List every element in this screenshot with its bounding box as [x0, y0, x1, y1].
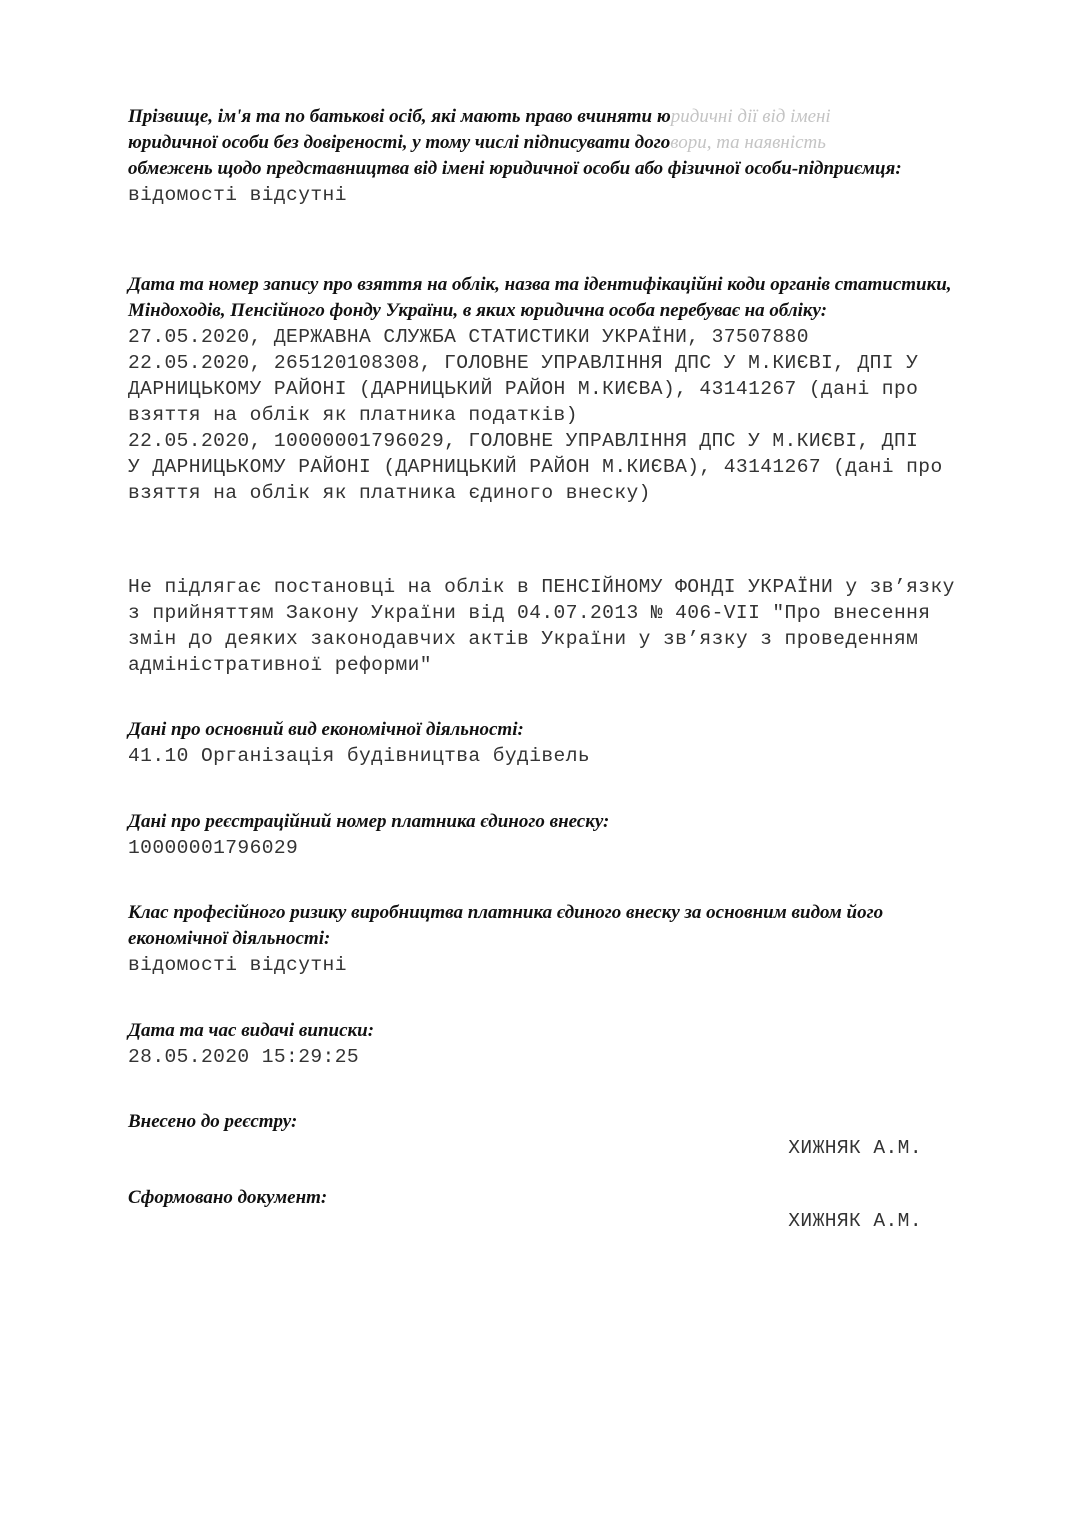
registration-section [128, 272, 968, 506]
pension-note-value: Не підлягає постановці на облік в ПЕНСІЙНОМУ ФОНДІ УКРАЇНИ у зв’язку з прийняттям Закону України від 04.07.2013 № 406-VII "Про внесення змін до деяких законодавчих актів України у зв’язку з проведенням адміністративної реформи" [128, 576, 955, 676]
risk-class-label: Клас професійного ризику виробництва платника єдиного внеску за основним видом його економічної діяльності: [128, 902, 884, 949]
formed-label: Сформовано документ: [128, 1187, 328, 1208]
contribution-number-value: 10000001796029 [128, 837, 299, 859]
issue-datetime-value: 28.05.2020 15:29:25 [128, 1046, 360, 1068]
registration-label: Дата та номер запису про взяття на облік, назва та ідентифікаційні коди органів статистики, Міндоходів, Пенсійного фонду України, в яких юридична особа перебуває на обліку: [128, 274, 952, 321]
issue-datetime-section [128, 1018, 968, 1070]
risk-class-value: відомості відсутні [128, 954, 347, 976]
signatories-label [128, 104, 968, 182]
formed-signer: ХИЖНЯК А.М. [788, 1210, 922, 1232]
entered-section [128, 1109, 968, 1135]
activity-section [128, 717, 968, 769]
signatories-label-faded: ридичні дії від імені [670, 106, 831, 127]
pension-note-section [128, 574, 968, 678]
signatories-label-text: Прізвище, ім'я та по батькові осіб, які мають право вчиняти ю [128, 106, 671, 127]
signatories-value: відомості відсутні [128, 184, 347, 206]
risk-class-section [128, 900, 968, 978]
activity-value: 41.10 Організація будівництва будівель [128, 745, 591, 767]
entered-label: Внесено до реєстру: [128, 1111, 298, 1132]
contribution-number-label: Дані про реєстраційний номер платника єдиного внеску: [128, 811, 610, 832]
signatories-label-line2: юридичної особи без довіреності, у тому числі підписувати дого [128, 132, 671, 153]
signatories-label-rest: обмежень щодо представництва від імені юридичної особи або фізичної особи-підприємця: [128, 158, 902, 179]
registration-value: 27.05.2020, ДЕРЖАВНА СЛУЖБА СТАТИСТИКИ УКРАЇНИ, 37507880 22.05.2020, 265120108308, ГОЛОВНЕ УПРАВЛІННЯ ДПС У М.КИЄВІ, ДПІ У ДАРНИЦЬКОМУ РАЙОНІ (ДАРНИЦЬКИЙ РАЙОН М.КИЄВА), 43141267 (дані про взяття на облік як платника податків) 22.05.2020, 10000001796029, ГОЛОВНЕ УПРАВЛІННЯ ДПС У М.КИЄВІ, ДПІ У ДАРНИЦЬКОМУ РАЙОНІ (ДАРНИЦЬКИЙ РАЙОН М.КИЄВА), 43141267 (дані про взяття на облік як платника єдиного внеску) [128, 326, 943, 504]
activity-label: Дані про основний вид економічної діяльності: [128, 719, 524, 740]
contribution-number-section [128, 809, 968, 861]
signatories-section [128, 104, 968, 208]
issue-datetime-label: Дата та час видачі виписки: [128, 1020, 375, 1041]
formed-section [128, 1185, 968, 1211]
entered-signer: ХИЖНЯК А.М. [788, 1137, 922, 1159]
signatories-label-line2-faded: вори, та наявність [670, 132, 826, 153]
